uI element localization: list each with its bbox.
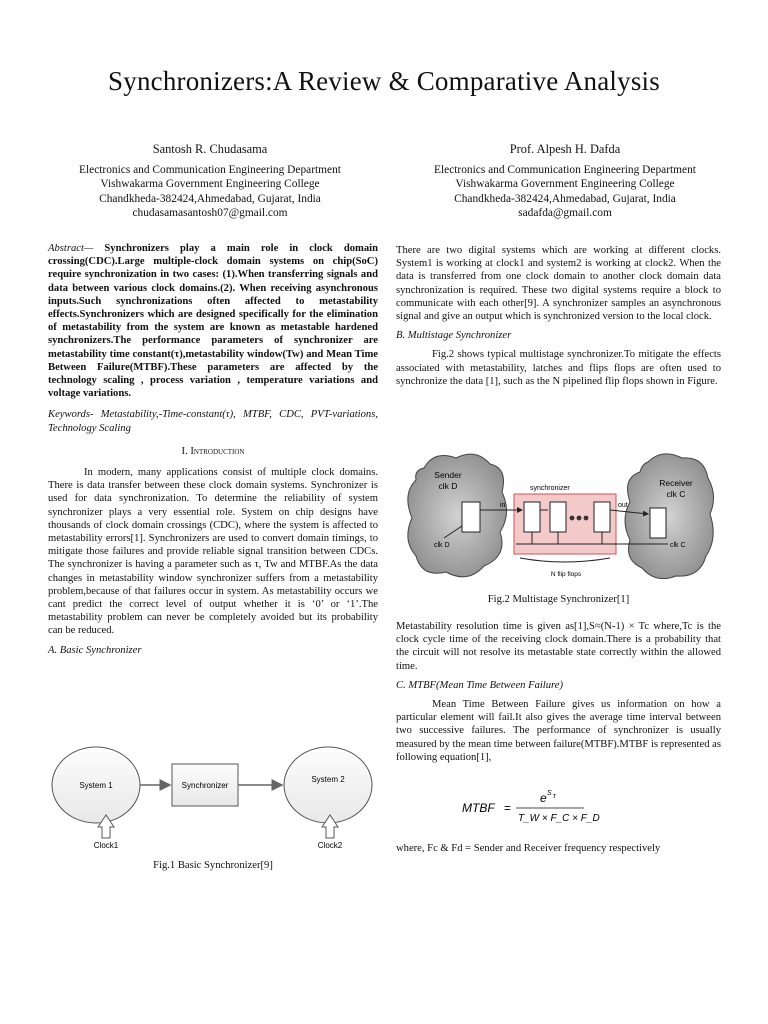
equation-lhs: MTBF xyxy=(462,801,495,815)
subsection-basic-synchronizer: A. Basic Synchronizer xyxy=(48,644,142,656)
figure-2-caption: Fig.2 Multistage Synchronizer[1] xyxy=(487,594,630,605)
system-2-label: System 2 xyxy=(311,775,345,784)
ellipsis-dot xyxy=(577,516,582,521)
author-address: Chandkheda-382424,Ahmedabad, Gujarat, India xyxy=(99,192,321,205)
ellipsis-dot xyxy=(584,516,589,521)
section-heading-introduction: I. Introduction xyxy=(181,445,245,457)
out-label: out xyxy=(618,502,628,509)
flipflop-2 xyxy=(550,502,566,532)
mtbf-paragraph: Mean Time Between Failure gives us information on how a particular element will fail.It also gives the average time interval between two successive failures. The performance of synchronizer is usually measured by the mean time between failure(MTBF).MTBF is represented as following equation[1], xyxy=(396,699,721,763)
equation-exp-den: τ xyxy=(553,793,556,800)
author-dept: Electronics and Communication Engineering Department xyxy=(434,163,696,176)
abstract-label: Abstract— xyxy=(48,243,94,254)
figure-1-caption: Fig.1 Basic Synchronizer[9] xyxy=(153,860,273,871)
author-name: Santosh R. Chudasama xyxy=(152,142,268,156)
clkc-label: clk C xyxy=(670,542,686,549)
n-flops-brace xyxy=(520,558,610,562)
author-email: sadafda@gmail.com xyxy=(518,207,612,219)
system-2-node xyxy=(284,747,372,823)
author-1 xyxy=(40,142,380,221)
figure-basic-synchronizer xyxy=(46,742,378,848)
author-address: Chandkheda-382424,Ahmedabad, Gujarat, India xyxy=(454,192,676,205)
right-column-bottom xyxy=(396,620,721,770)
author-email: chudasamasantosh07@gmail.com xyxy=(132,207,288,219)
synchronizer-label: Synchronizer xyxy=(181,781,229,790)
receiver-label: Receiver xyxy=(659,478,693,488)
equation-denominator: T_W × F_C × F_D xyxy=(518,813,600,824)
author-2 xyxy=(395,142,735,221)
keywords: Keywords- Metastability,-Time-constant(τ), MTBF, CDC, PVT-variations, Technology Scaling xyxy=(48,409,378,434)
ellipsis-dot xyxy=(570,516,575,521)
intro-paragraph: In modern, many applications consist of multiple clock domains. There is data transfer between these clock domain systems. Synchronizer is used for data synchronization. To determine the reliability of system synchronizer plays a very essential role. System on chip designs have thousands of clock domain crossings (CDC), where the system is affected to metastability errors[1]. Synchronizers are used to convert domain timings, to mitigate those failures and provide reliable signal transition between CDCs. The synchronizer is having a parameter such as τ, Tw and MTBF.As the data changes in metastability window synchronizer suffers from a metastability problem,because of that failures occur in system. As metastability occurs we cant predict the correct level of output whether it is ‘0’ or ‘1’.The metastability problem can never be completely avoided but its probability can be reduced. xyxy=(48,467,378,637)
multistage-paragraph: Fig.2 shows typical multistage synchronizer.To mitigate the effects associated with metastability, latches and flips flops are often used to synchronize the data [1], such as the N pipelined flip flops shown in Figure. xyxy=(396,349,721,387)
left-column xyxy=(48,242,378,663)
right-column-end xyxy=(396,842,721,861)
where-paragraph: where, Fc & Fd = Sender and Receiver frequency respectively xyxy=(396,843,661,854)
flipflop-1 xyxy=(524,502,540,532)
in-label: in xyxy=(500,502,506,509)
sender-clk-label: clk D xyxy=(438,481,458,491)
equation-e: e xyxy=(540,791,547,805)
clkd-label: clk D xyxy=(434,542,450,549)
abstract xyxy=(48,242,378,400)
author-dept: Electronics and Communication Engineering Department xyxy=(79,163,341,176)
clock2-label: Clock2 xyxy=(317,841,343,848)
flipflop-n xyxy=(594,502,610,532)
abstract-text: Synchronizers play a main role in clock domain crossing(CDC).Large multiple-clock domain systems on chip(SoC) require synchronization in two cases: (1).When transferring signals and data between various clock domains.(2). When receiving asynchronous inputs.Such synchronizations often affected to metastability effects.Synchronizers which are designed specifically for the elimination of metastability from the system are known as metastable hardened synchronizers.The performance parameters of synchronizer are metastability time constant(τ),metastability window(Tw) and Mean Time Between Failure(MTBF).These parameters are affected by the technology scaling , process variation , temperature variations and voltage variations. xyxy=(48,243,378,400)
receiver-clk-label: clk C xyxy=(666,489,686,499)
figure-multistage-synchronizer xyxy=(404,448,716,586)
right-intro-paragraph: There are two digital systems which are working at different clocks. System1 is working at clock1 and system2 is working at clock2. When the data is transferred from one clock domain to another clock domain data synchronization is required. These two digital systems require a block to communicate with each other[9]. A synchronizer samples an asynchronous signal and give an output which is synchronized version to the local clock. xyxy=(396,245,721,323)
right-column-top xyxy=(396,244,721,394)
equation-exp-num: S xyxy=(547,790,552,797)
sender-label: Sender xyxy=(434,470,462,480)
subsection-multistage-synchronizer: B. Multistage Synchronizer xyxy=(396,330,512,342)
paper-title: Synchronizers:A Review & Comparative Analysis xyxy=(108,66,660,96)
subsection-mtbf: C. MTBF(Mean Time Between Failure) xyxy=(396,679,564,691)
equation-equals: = xyxy=(504,801,512,815)
author-college: Vishwakarma Government Engineering College xyxy=(100,178,320,190)
author-college: Vishwakarma Government Engineering College xyxy=(455,178,675,190)
clock1-label: Clock1 xyxy=(93,841,119,848)
receiver-cloud xyxy=(625,454,714,579)
mtbf-equation xyxy=(460,788,610,828)
sender-flipflop xyxy=(462,502,480,532)
system-1-label: System 1 xyxy=(79,781,113,790)
resolution-paragraph: Metastability resolution time is given as[1],S≈(N-1) × Tc where,Tc is the clock cycle time of the receiving clock domain.There is a probability that the circuit will not resolve its metastable state correctly within the allowed time. xyxy=(396,621,721,672)
receiver-flipflop xyxy=(650,508,666,538)
n-flops-label: N flip flops xyxy=(550,571,582,578)
author-name: Prof. Alpesh H. Dafda xyxy=(509,142,621,156)
synchronizer-box-label: synchronizer xyxy=(530,485,570,492)
